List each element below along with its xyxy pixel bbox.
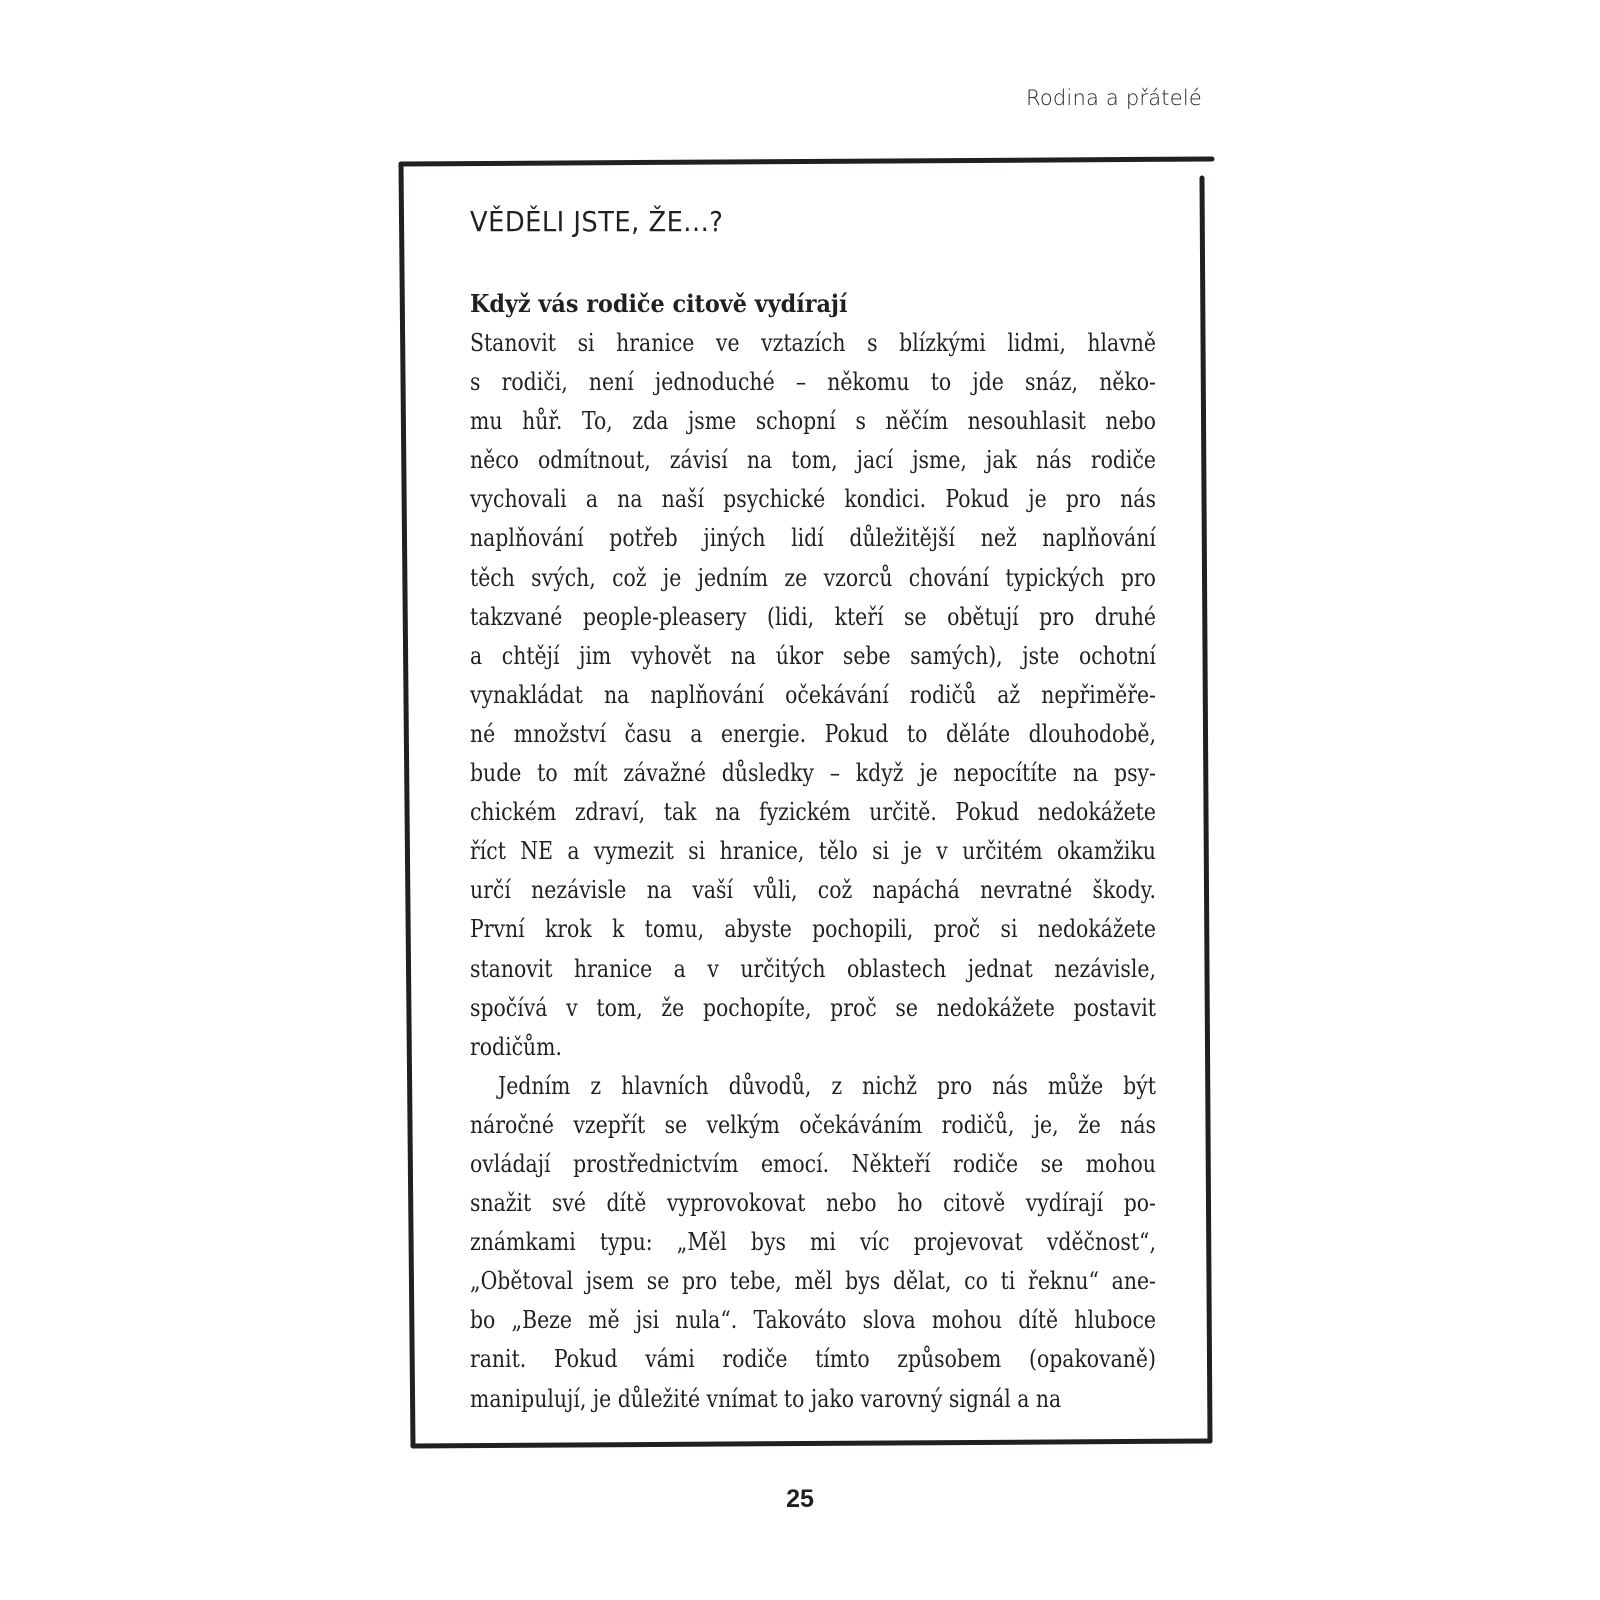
text-line: něco odmítnout, závisí na tom, jací jsme, jak nás rodiče [470,446,1156,475]
running-header: Rodina a přátelé [1026,86,1202,110]
text-line: ovládají prostřednictvím emocí. Někteří rodiče se mohou [470,1149,1156,1178]
text-line: a chtějí jim vyhovět na úkor sebe samých), jste ochotní [470,641,1156,670]
box-content [470,286,1156,1419]
text-line: těch svých, což je jedním ze vzorců chování typických pro [470,563,1156,592]
paragraph-2 [470,1067,1156,1419]
text-line: mu hůř. To, zda jsme schopní s něčím nesouhlasit nebo [470,407,1156,436]
page-number: 25 [786,1485,814,1513]
section-title: Když vás rodiče citově vydírají [470,289,848,318]
text-line: stanovit hranice a v určitých oblastech jednat nezávisle, [470,954,1156,983]
text-line: né množství času a energie. Pokud to děláte dlouhodobě, [470,719,1156,748]
text-line: vynakládat na naplňování očekávání rodičů až nepřiměře- [470,680,1156,709]
text-line: s rodiči, není jednoduché – někomu to jde snáz, něko- [470,368,1156,397]
text-line: Stanovit si hranice ve vztazích s blízkými lidmi, hlavně [470,329,1156,357]
box-heading: VĚDĚLI JSTE, ŽE...? [470,205,724,238]
text-line: známkami typu: „Měl bys mi víc projevovat vděčnost“, [470,1228,1156,1257]
text-line: Jedním z hlavních důvodů, z nichž pro nás může být [498,1071,1156,1100]
text-line: určí nezávisle na vaší vůli, což napáchá nevratné škody. [470,876,1156,905]
text-line: ranit. Pokud vámi rodiče tímto způsobem (opakovaně) [470,1345,1156,1374]
text-line: rodičům. [470,1032,563,1061]
text-line: vychovali a na naší psychické kondici. Pokud je pro nás [470,485,1156,514]
text-line: snažit své dítě vyprovokovat nebo ho citově vydírají po- [470,1189,1156,1218]
text-line: spočívá v tom, že pochopíte, proč se nedokážete postavit [470,993,1156,1022]
text-line: náročné vzepřít se velkým očekáváním rodičů, je, že nás [470,1110,1156,1139]
text-line: takzvané people-pleasery (lidi, kteří se obětují pro druhé [470,602,1156,631]
text-line: První krok k tomu, abyste pochopili, proč si nedokážete [470,915,1156,944]
text-line: chickém zdraví, tak na fyzickém určitě. Pokud nedokážete [470,798,1156,827]
text-line: bo „Beze mě jsi nula“. Takováto slova mohou dítě hluboce [470,1306,1156,1335]
text-line: manipulují, je důležité vnímat to jako varovný signál a na [470,1384,1062,1413]
text-line: naplňování potřeb jiných lidí důležitější než naplňování [470,524,1156,553]
text-line: „Obětoval jsem se pro tebe, měl bys dělat, co ti řeknu“ ane- [470,1267,1156,1296]
paragraph-1 [470,324,1156,1067]
text-line: bude to mít závažné důsledky – když je nepocítíte na psy- [470,759,1156,788]
text-line: říct NE a vymezit si hranice, tělo si je v určitém okamžiku [470,837,1156,866]
